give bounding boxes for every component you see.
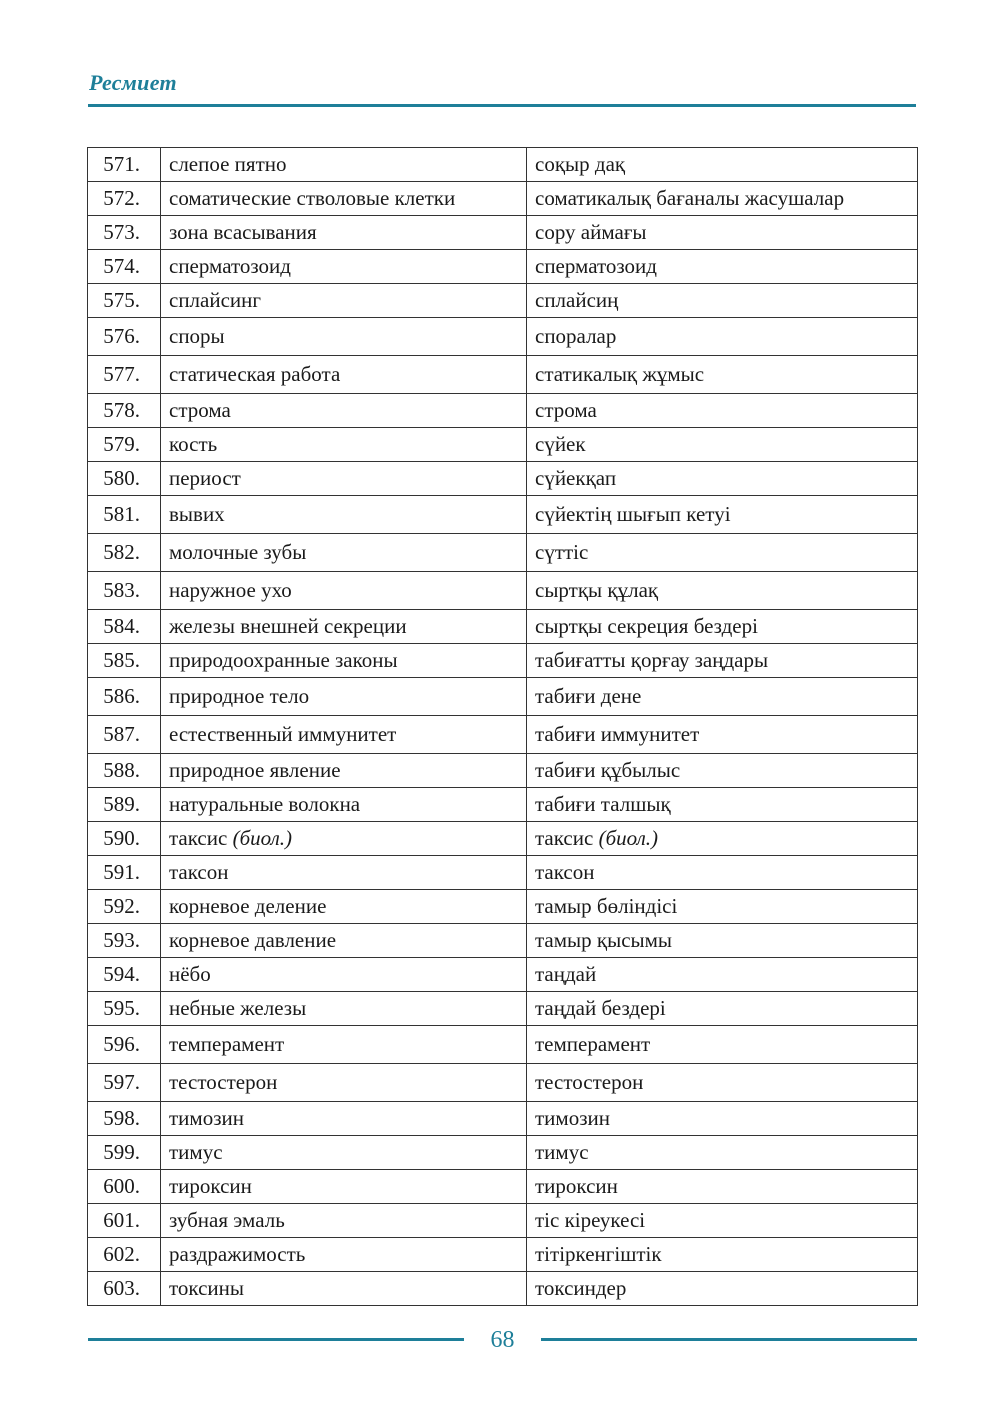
term-russian-text: корневое деление — [169, 894, 327, 918]
term-kazakh-text: сплайсиң — [535, 288, 619, 312]
term-russian — [161, 856, 527, 890]
term-kazakh — [527, 856, 918, 890]
term-russian — [161, 216, 527, 250]
term-russian-text: тимозин — [169, 1106, 244, 1130]
term-kazakh-text: тироксин — [535, 1174, 618, 1198]
term-kazakh — [527, 318, 918, 356]
term-kazakh-text: тимозин — [535, 1106, 610, 1130]
table-row — [88, 788, 918, 822]
term-russian — [161, 428, 527, 462]
footer-divider-left — [88, 1338, 464, 1341]
table-row — [88, 856, 918, 890]
term-russian-text: токсины — [169, 1276, 244, 1300]
table-row — [88, 148, 918, 182]
term-russian — [161, 318, 527, 356]
term-russian — [161, 356, 527, 394]
glossary-table — [87, 147, 918, 1306]
term-russian-text: споры — [169, 324, 225, 348]
term-russian-text: вывих — [169, 502, 225, 526]
table-row — [88, 1136, 918, 1170]
table-row — [88, 958, 918, 992]
term-kazakh — [527, 992, 918, 1026]
term-number: 599. — [88, 1136, 161, 1170]
term-kazakh-text: строма — [535, 398, 597, 422]
term-russian-text: строма — [169, 398, 231, 422]
table-row — [88, 992, 918, 1026]
table-row — [88, 924, 918, 958]
table-row — [88, 678, 918, 716]
table-row — [88, 890, 918, 924]
page-number: 68 — [490, 1327, 515, 1353]
term-russian-text: слепое пятно — [169, 152, 287, 176]
term-russian — [161, 678, 527, 716]
term-kazakh-text: таксон — [535, 860, 595, 884]
term-russian — [161, 1102, 527, 1136]
term-russian — [161, 496, 527, 534]
term-kazakh — [527, 534, 918, 572]
term-russian-text: периост — [169, 466, 241, 490]
term-kazakh — [527, 1026, 918, 1064]
term-kazakh — [527, 1102, 918, 1136]
term-kazakh — [527, 1064, 918, 1102]
term-kazakh — [527, 216, 918, 250]
term-kazakh — [527, 890, 918, 924]
term-kazakh — [527, 1170, 918, 1204]
term-russian-text: тироксин — [169, 1174, 252, 1198]
term-number: 581. — [88, 496, 161, 534]
term-number: 600. — [88, 1170, 161, 1204]
term-russian-text: природоохранные законы — [169, 648, 398, 672]
term-russian — [161, 462, 527, 496]
table-row — [88, 1204, 918, 1238]
term-kazakh-text: табиғатты қорғау заңдары — [535, 648, 769, 672]
term-kazakh — [527, 754, 918, 788]
term-number: 577. — [88, 356, 161, 394]
term-russian-text: таксон — [169, 860, 229, 884]
term-russian-text: зона всасывания — [169, 220, 317, 244]
term-russian — [161, 284, 527, 318]
term-kazakh-text: тестостерон — [535, 1070, 644, 1094]
term-number: 574. — [88, 250, 161, 284]
term-number: 587. — [88, 716, 161, 754]
term-kazakh-text: таксис — [535, 826, 594, 850]
term-russian-text: наружное ухо — [169, 578, 292, 602]
table-row — [88, 394, 918, 428]
term-number: 576. — [88, 318, 161, 356]
term-number: 593. — [88, 924, 161, 958]
term-russian — [161, 958, 527, 992]
term-number: 589. — [88, 788, 161, 822]
term-number: 598. — [88, 1102, 161, 1136]
term-number: 594. — [88, 958, 161, 992]
term-kazakh-text: тіс кіреукесі — [535, 1208, 646, 1232]
term-kazakh-text: соматикалық бағаналы жасушалар — [535, 186, 845, 210]
term-number: 579. — [88, 428, 161, 462]
term-russian — [161, 992, 527, 1026]
table-row — [88, 822, 918, 856]
term-number: 590. — [88, 822, 161, 856]
term-kazakh — [527, 1238, 918, 1272]
term-kazakh — [527, 284, 918, 318]
term-russian — [161, 754, 527, 788]
term-russian — [161, 644, 527, 678]
table-row — [88, 1064, 918, 1102]
term-kazakh — [527, 462, 918, 496]
term-number: 586. — [88, 678, 161, 716]
table-row — [88, 1026, 918, 1064]
term-kazakh-text: сперматозоид — [535, 254, 657, 278]
term-number: 588. — [88, 754, 161, 788]
term-number: 597. — [88, 1064, 161, 1102]
term-number: 578. — [88, 394, 161, 428]
table-row — [88, 216, 918, 250]
term-russian-text: молочные зубы — [169, 540, 307, 564]
term-russian-text: естественный иммунитет — [169, 722, 397, 746]
term-number: 583. — [88, 572, 161, 610]
term-kazakh — [527, 716, 918, 754]
term-kazakh — [527, 610, 918, 644]
table-row — [88, 1238, 918, 1272]
table-row — [88, 644, 918, 678]
term-number: 580. — [88, 462, 161, 496]
term-russian-text: соматические стволовые клетки — [169, 186, 456, 210]
term-russian-text: натуральные волокна — [169, 792, 361, 816]
table-row — [88, 572, 918, 610]
table-row — [88, 1170, 918, 1204]
term-russian-text: природное явление — [169, 758, 341, 782]
table-row — [88, 754, 918, 788]
term-kazakh — [527, 822, 918, 856]
term-kazakh — [527, 788, 918, 822]
term-russian-text: сперматозоид — [169, 254, 291, 278]
footer-divider-right — [541, 1338, 917, 1341]
table-row — [88, 496, 918, 534]
term-kazakh-text: табиғи құбылыс — [535, 758, 681, 782]
term-russian — [161, 1204, 527, 1238]
term-russian-text: природное тело — [169, 684, 310, 708]
term-russian — [161, 182, 527, 216]
term-russian-text: тестостерон — [169, 1070, 278, 1094]
term-kazakh-text: сыртқы секреция бездері — [535, 614, 758, 638]
term-russian — [161, 394, 527, 428]
term-kazakh-text: токсиндер — [535, 1276, 627, 1300]
table-row — [88, 1102, 918, 1136]
page-header-title: Ресмиет — [89, 70, 177, 95]
term-kazakh — [527, 572, 918, 610]
term-russian-text: кость — [169, 432, 218, 456]
term-kazakh-text: таңдай бездері — [535, 996, 666, 1020]
table-row — [88, 284, 918, 318]
term-kazakh-text: сүйектің шығып кетуі — [535, 502, 731, 526]
term-russian-text: темперамент — [169, 1032, 285, 1056]
term-russian-text: корневое давление — [169, 928, 337, 952]
term-number: 571. — [88, 148, 161, 182]
term-russian — [161, 572, 527, 610]
term-kazakh — [527, 924, 918, 958]
term-number: 603. — [88, 1272, 161, 1306]
term-kazakh-text: сүттіс — [535, 540, 589, 564]
term-kazakh-text: статикалық жұмыс — [535, 362, 705, 386]
term-kazakh-text: тамыр қысымы — [535, 928, 673, 952]
table-row — [88, 182, 918, 216]
term-russian — [161, 1136, 527, 1170]
term-kazakh-text: тітіркенгіштік — [535, 1242, 662, 1266]
table-row — [88, 1272, 918, 1306]
term-number: 591. — [88, 856, 161, 890]
table-row — [88, 356, 918, 394]
term-russian — [161, 890, 527, 924]
table-row — [88, 250, 918, 284]
term-kazakh — [527, 496, 918, 534]
term-kazakh-text: темперамент — [535, 1032, 651, 1056]
table-row — [88, 716, 918, 754]
header-divider — [88, 104, 916, 107]
term-kazakh-text: споралар — [535, 324, 617, 348]
term-russian — [161, 1170, 527, 1204]
term-kazakh-text: тимус — [535, 1140, 589, 1164]
term-kazakh — [527, 644, 918, 678]
term-kazakh-text: сыртқы құлақ — [535, 578, 659, 602]
term-russian-text: сплайсинг — [169, 288, 262, 312]
term-kazakh — [527, 1136, 918, 1170]
term-russian — [161, 1272, 527, 1306]
term-kazakh — [527, 356, 918, 394]
term-russian-text: раздражимость — [169, 1242, 306, 1266]
term-russian — [161, 822, 527, 856]
term-russian — [161, 148, 527, 182]
term-russian — [161, 1026, 527, 1064]
term-kazakh-text: сүйек — [535, 432, 586, 456]
term-kazakh — [527, 958, 918, 992]
term-number: 602. — [88, 1238, 161, 1272]
term-kazakh — [527, 678, 918, 716]
term-russian-text: статическая работа — [169, 362, 341, 386]
term-russian — [161, 250, 527, 284]
term-kazakh — [527, 1204, 918, 1238]
table-row — [88, 610, 918, 644]
term-number: 596. — [88, 1026, 161, 1064]
term-kazakh-text: табиғи иммунитет — [535, 722, 700, 746]
term-kazakh-text: сору аймағы — [535, 220, 647, 244]
term-russian — [161, 610, 527, 644]
term-kazakh-text: табиғи талшық — [535, 792, 671, 816]
term-kazakh-note: (биол.) — [598, 826, 659, 850]
term-kazakh — [527, 250, 918, 284]
term-russian-note: (биол.) — [232, 826, 293, 850]
term-number: 592. — [88, 890, 161, 924]
term-russian — [161, 788, 527, 822]
term-number: 575. — [88, 284, 161, 318]
term-russian-text: небные железы — [169, 996, 307, 1020]
table-row — [88, 534, 918, 572]
term-number: 572. — [88, 182, 161, 216]
term-russian-text: тимус — [169, 1140, 223, 1164]
term-number: 582. — [88, 534, 161, 572]
term-russian — [161, 534, 527, 572]
table-row — [88, 428, 918, 462]
term-russian-text: зубная эмаль — [169, 1208, 285, 1232]
term-russian — [161, 1238, 527, 1272]
table-row — [88, 462, 918, 496]
term-russian — [161, 924, 527, 958]
term-kazakh-text: тамыр бөліндісі — [535, 894, 678, 918]
term-number: 595. — [88, 992, 161, 1026]
term-russian-text: нёбо — [169, 962, 211, 986]
term-kazakh-text: таңдай — [535, 962, 597, 986]
term-russian — [161, 716, 527, 754]
term-kazakh — [527, 1272, 918, 1306]
table-row — [88, 318, 918, 356]
term-kazakh-text: сүйекқап — [535, 466, 617, 490]
term-kazakh — [527, 148, 918, 182]
term-number: 585. — [88, 644, 161, 678]
term-number: 601. — [88, 1204, 161, 1238]
term-kazakh — [527, 428, 918, 462]
term-kazakh — [527, 182, 918, 216]
term-russian-text: железы внешней секреции — [169, 614, 407, 638]
term-kazakh-text: табиғи дене — [535, 684, 642, 708]
term-russian-text: таксис — [169, 826, 228, 850]
term-kazakh-text: соқыр дақ — [535, 152, 626, 176]
term-russian — [161, 1064, 527, 1102]
term-kazakh — [527, 394, 918, 428]
term-number: 573. — [88, 216, 161, 250]
term-number: 584. — [88, 610, 161, 644]
